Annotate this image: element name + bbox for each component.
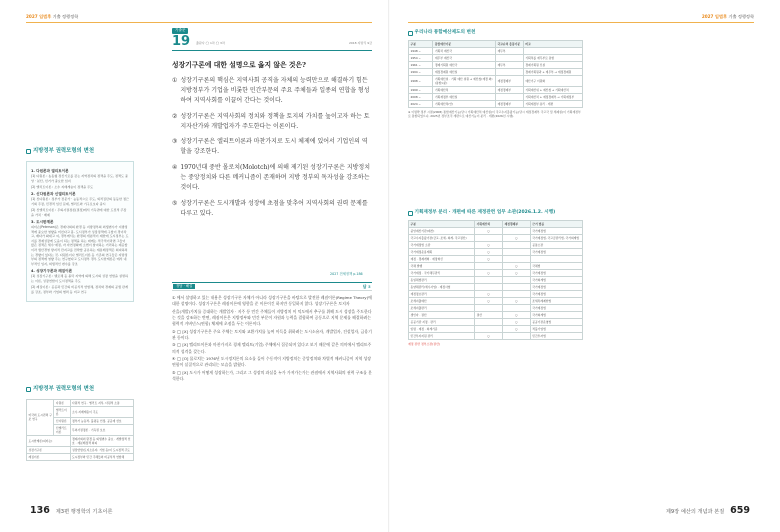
side-notes bbox=[26, 148, 134, 302]
column-header: 구분 bbox=[409, 40, 433, 47]
table-row bbox=[409, 75, 583, 86]
table-cell: 조세지출관리 bbox=[409, 305, 475, 312]
table-cell bbox=[475, 319, 503, 326]
option-number: ① bbox=[172, 76, 178, 84]
column-header: 재정경제부 bbox=[502, 220, 530, 227]
right-page bbox=[390, 0, 780, 532]
table-cell: 엘리트이론 bbox=[54, 406, 70, 417]
column-header: 근거 법률 bbox=[530, 220, 582, 227]
note-icon bbox=[408, 31, 413, 36]
table-row bbox=[409, 234, 583, 241]
left-footer-label: 제3편 행정학의 기초이론 bbox=[55, 509, 113, 516]
side-note-text: (1) 성장기구론 : 벨로체 등 몰락 지역에 의해 도시의 성장 연합을 설명하는 이론, 성장연합이 도시정책을 주도 bbox=[31, 273, 128, 283]
side-note-heading: 4. 성장기구론과 레짐이론 bbox=[31, 268, 73, 273]
table-cell: 국가재정법 소관 bbox=[409, 241, 475, 248]
side-note-text: (1) 신다원론 : 정부가 전문가 · 능동적으로 주도, 외적집단의 동등한 접근기회 주장, 민경적 입신 문제, 엘리트와 기구로보다 중시 bbox=[31, 197, 129, 206]
table-cell: 기획처 예산국 bbox=[433, 47, 496, 54]
table-cell bbox=[475, 277, 503, 284]
table-cell: 도시정부와 민간 주체들의 비공식적 연합체 bbox=[70, 454, 133, 461]
table-row bbox=[27, 454, 134, 461]
option-text: 성장기구론은 엘리트이론과 마찬가지로 도시 체제에 있어서 기업인의 역할을 강조한다. bbox=[180, 138, 368, 156]
table-row bbox=[409, 277, 583, 284]
side-note-text: (1) 다원론 : 농동형 정신기로를 갖는 지역정치의 정책을 주도, 정책도 중앙 · 분산, 선거가 중요한 입지 bbox=[31, 174, 128, 183]
table-cell: 예산기구 이원화 bbox=[523, 75, 582, 86]
section-title-text: 기획재정부 분리 · 개편에 따른 재정관련 업무 소관(2026.1.2. 시행) bbox=[414, 210, 556, 215]
table-cell: ○ bbox=[475, 291, 503, 298]
table-cell: ○ bbox=[475, 241, 503, 248]
column-header: 기획예산처 bbox=[475, 220, 503, 227]
table-cell bbox=[523, 47, 582, 54]
question-reference: 2027 전체정책 p.186 bbox=[330, 272, 363, 276]
budget-history-body bbox=[409, 47, 583, 107]
table-cell: 재정경제부 bbox=[495, 75, 523, 86]
right-page-number: 659 bbox=[730, 505, 750, 517]
table-cell: 2024 ~ bbox=[409, 101, 433, 108]
answer-label: 정답 · 해설 bbox=[173, 284, 195, 289]
table-cell: 경제기획원과 + 재무부 → 재정경제원 bbox=[523, 68, 582, 75]
left-running-head-accent: 2027 입법후 bbox=[26, 14, 52, 19]
table-row bbox=[409, 47, 583, 54]
question-meta bbox=[196, 41, 372, 45]
table-cell: 미국의 도시권력 구조 연구 bbox=[27, 399, 54, 435]
side-note-text: 피터슨(Peterson)은 경제사회의 환경 등 지방정부의 외생변수가 지방정책에 중요한 영향을 미친다고 봄. 도시정부가 성장정책에 구할이 경이라고, 배다가 확대고 여, 경부에서는 환경의 개념적이 제한에 도시정부는 도시를 경제성장에 도움이 되는 정책을 하는 데에는 적극적이라면 그들이 많은 정책은 세수·재정, 자 자연정화에 소엔이 참여하는 거리하는 제공할이라 생산경영 방지적 만지교를 전략할 공유하는 재분배정책은 회피하려는 경향이 있다는 것. 다원론이나 엘리트이론 등 기존의 연구들은 지방정부의 정책에 영향 주는 연구였다고 도시정부 경우 도시한계론은 에서 내부적인 입지, 외생적인 변수를 강조 bbox=[31, 224, 129, 267]
table-cell: 1999 ~ bbox=[409, 86, 433, 93]
table-cell: 소수 지배계층이 주도 bbox=[70, 406, 133, 417]
table-cell: 1948 ~ bbox=[409, 47, 433, 54]
table-cell: 경제사회의 환경 등 외생변수 중요 · 개발정책 선호 · 재분배정책 회피 bbox=[70, 436, 133, 447]
side-note-text: (2) 엘리트이론 : 소수 지배계층이 정책을 주도 bbox=[31, 185, 94, 190]
explanation-line: 산을(개발)가치를 증대하는 개발업자 · 지주 등 민간 주체들이 지방정치 이 익도에서 추구를 위해 도시 성장을 주도한다는 것을 강조하는 반면, 레짐이론은 지방정부와 민간 부문이 자원과 능력을 결합하여 공동으로 지역 문제를 해결하려는 협력적 거버넌스(연합) 체제에 초점을 두는 이론이다. bbox=[172, 308, 372, 327]
table-row bbox=[409, 269, 583, 276]
table-cell: 재정 · 경제개혁 · 재정혁신 bbox=[409, 255, 475, 262]
table-cell: 경제기획원 신설 bbox=[523, 61, 582, 68]
table-cell bbox=[495, 54, 523, 61]
explanation-line: ④ ◯ [O] 몰로치는 1976년 도시정치론의 요소를 들어 수동적이 지방정치는 중앙정치와 차별적 메커니즘이 지역 성장연합이 실질적으로 관리되는 모습을 밝혔다. bbox=[172, 355, 372, 368]
table-cell: 재무부 bbox=[495, 61, 523, 68]
table-cell: 국채 발행 bbox=[409, 262, 475, 269]
table-cell: 국가재정법 bbox=[530, 269, 582, 276]
table-cell bbox=[530, 255, 582, 262]
side-note-heading: 3. 도시한계론 bbox=[31, 219, 54, 224]
table-cell: 1961 ~ bbox=[409, 61, 433, 68]
column-header: 비고 bbox=[523, 40, 582, 47]
left-running-head-text: 기출 정행정학 bbox=[51, 14, 79, 19]
table-cell bbox=[475, 262, 503, 269]
table-cell: 생인자 · 결산 bbox=[409, 312, 475, 319]
table-cell: 1954 ~ bbox=[409, 54, 433, 61]
table-cell: 재정경제부 bbox=[495, 86, 523, 93]
table-cell: 기획재정부 분리 · 개편 bbox=[523, 101, 582, 108]
table-row bbox=[27, 436, 134, 447]
option-5[interactable] bbox=[172, 199, 372, 219]
right-running-head-accent: 2027 입법후 bbox=[701, 14, 728, 19]
table-cell: 적불기업법 bbox=[530, 326, 582, 333]
option-text: 성장기구론은 지역사회의 정치와 정책을 토지의 가치를 높이고자 하는 토지자산가와 개발업자가 주도한다는 이론이다. bbox=[180, 112, 370, 130]
column-header: 통합예산기준 bbox=[433, 40, 496, 47]
side-table bbox=[26, 386, 134, 461]
table-cell: ○ bbox=[502, 269, 530, 276]
table-cell bbox=[502, 305, 530, 312]
table-row bbox=[409, 61, 583, 68]
table-cell: 민간투자법 bbox=[530, 333, 582, 340]
table-cell bbox=[502, 277, 530, 284]
table-cell: 기획예산위 · 기획 예산 위원 → 예산청(재경 외)(통합)(분) bbox=[433, 75, 496, 86]
table-cell: ○ bbox=[475, 333, 503, 340]
side-notes-box bbox=[26, 161, 134, 303]
table-cell: 동양채관리(세수사업) · 재정사업 bbox=[409, 284, 475, 291]
table-cell: 중앙예산기관(예산) bbox=[409, 227, 475, 234]
table-row bbox=[409, 326, 583, 333]
right-footer bbox=[666, 504, 754, 518]
explanation bbox=[172, 295, 372, 383]
table-cell: 기획예산위 + 예산청 → 기획예산처 bbox=[523, 86, 582, 93]
table-row bbox=[409, 333, 583, 340]
table-cell: 재정경제원 예산실 bbox=[433, 68, 496, 75]
option-number: ⑤ bbox=[172, 199, 178, 207]
option-number: ④ bbox=[172, 163, 178, 171]
table-row bbox=[409, 312, 583, 319]
table-cell: 조세지출예산 bbox=[409, 298, 475, 305]
table-cell: 기획처를 재무부로 통합 bbox=[523, 54, 582, 61]
table-cell: 2008 ~ bbox=[409, 94, 433, 101]
table-cell bbox=[502, 284, 530, 291]
table-cell: 국가재정법 bbox=[530, 248, 582, 255]
table-cell: 동일채법관리 bbox=[409, 277, 475, 284]
table-cell: ○ bbox=[502, 319, 530, 326]
table-cell bbox=[502, 291, 530, 298]
question-block bbox=[172, 27, 372, 219]
table-cell: 정부가 능동적, 불평등 인정, 공공재 선호 bbox=[70, 417, 133, 424]
left-footer bbox=[26, 504, 112, 518]
table-row bbox=[409, 319, 583, 326]
table-cell: 공통소관 bbox=[530, 241, 582, 248]
table-cell bbox=[495, 94, 523, 101]
table-cell: 무의사결정론 · 기득권 보호 bbox=[70, 425, 133, 436]
left-header-rule bbox=[26, 22, 372, 23]
budget-history-section bbox=[408, 30, 583, 119]
table-cell: 경제기획원 예산국 bbox=[433, 61, 496, 68]
answer-value: 답 ① bbox=[362, 283, 371, 289]
note-icon bbox=[26, 387, 31, 392]
table-cell: 국고수지총괄기관(금고, 조세, 회계, 국고결산) bbox=[409, 234, 475, 241]
side-note-text: (2) 레짐이론 : 공공과 민간의 비공식적 연합체, 정치와 경제의 공생 관계를 강조, 정부와 기업의 협력 등 비교 연구 bbox=[31, 285, 128, 294]
table-cell: ○ bbox=[475, 269, 503, 276]
table-cell: 국가회계법 bbox=[530, 277, 582, 284]
side-note-text: (2) 신엘리트이론 : 무의사결정론(결정)에서 기득권에 대한 도전적 주장을 가치 · 배제 bbox=[31, 208, 127, 218]
column-header: 구분 bbox=[409, 220, 475, 227]
table-cell: 성장연합(토지소유자, 기업 등)이 도시정책 주도 bbox=[70, 447, 133, 454]
table-cell: 기획예산처(안) bbox=[433, 101, 496, 108]
table-cell: ○ bbox=[475, 248, 503, 255]
ministry-split-table bbox=[408, 220, 583, 341]
table-row bbox=[409, 262, 583, 269]
table-cell: 국가재정법 bbox=[530, 284, 582, 291]
table-row bbox=[409, 54, 583, 61]
budget-history-table bbox=[408, 40, 583, 108]
table-cell: 국가재정운용계획 bbox=[409, 248, 475, 255]
table-cell: 기획예산처 + 재정경제부 → 기획재정부 bbox=[523, 94, 582, 101]
table-cell: 성장기구론 bbox=[27, 447, 71, 454]
right-running-head bbox=[702, 14, 754, 20]
explanation-line: ③ ◯ [X] 엘리트이론과 마찬가지로 경제 엘리트(기업) 주체에서 집중되며 있다고 보기 때문에 같은 의미에서 엘리트주의적 성격을 갖는다. bbox=[172, 342, 372, 354]
table-cell: 재무부 예산국 bbox=[433, 54, 496, 61]
table-cell: 임명 · 재정 · 회계기준 bbox=[409, 326, 475, 333]
table-cell: 결산 bbox=[475, 312, 503, 319]
table-cell: 국가재정법 bbox=[530, 305, 582, 312]
table-row bbox=[409, 248, 583, 255]
table-cell: 민간투자지원 관리 bbox=[409, 333, 475, 340]
explanation-line: ① 에서 설명하고 있는 내용은 성장기구론 자체가 아니라 성장기구론을 바탕으로 발전한 레짐이론(Regime Theory)에 대한 설명이다. 성장기구론은 레짐이론에 영향을 준 이론이긴 하지만 동일하지 않다. 성장기구론은 토지자 bbox=[172, 295, 372, 307]
table-cell: 국가재정법, 국고금관리법, 국가회계법 bbox=[530, 234, 582, 241]
table-cell: 신다원론 bbox=[54, 417, 70, 424]
red-annotation: 재정 관련 정부소관(결산) bbox=[408, 342, 441, 347]
table-cell: 재무부 bbox=[495, 47, 523, 54]
side-note-heading: 1. 다원론과 엘리트이론 bbox=[31, 168, 69, 173]
table-cell: ○ bbox=[502, 234, 530, 241]
table-cell: 레짐이론 bbox=[27, 454, 71, 461]
option-text: 1970년대 중반 몰로치(Molotch)에 의해 제기된 성장기구론은 지방정치는 중앙정치와 다른 메커니즘이 존재하며 지방 정부의 독자성을 강조하는 것이다. bbox=[180, 163, 371, 192]
question-stem: 성장기구론에 대한 설명으로 옳지 않은 것은? bbox=[172, 60, 306, 69]
table-cell bbox=[502, 248, 530, 255]
table-cell: 도시한계론(피터슨) bbox=[27, 436, 71, 447]
table-cell: 재정정보관리 bbox=[409, 291, 475, 298]
table-cell bbox=[502, 241, 530, 248]
table-cell: 국가회계법 bbox=[530, 312, 582, 319]
table-cell: ○ bbox=[475, 227, 503, 234]
question-meta-left: 출판사 ◯ 1차 ◯ 3차 bbox=[196, 41, 225, 45]
table-cell bbox=[502, 227, 530, 234]
power-model-table bbox=[26, 399, 134, 461]
table-cell bbox=[495, 68, 523, 75]
table-cell: ○ bbox=[502, 262, 530, 269]
option-3[interactable] bbox=[172, 137, 372, 157]
section-note: ※ 이명박 정부 시절(2008) 통합예산기능(당시 기획예산처 예산실)이 국고수지총괄기능(당시 재정경제부 국고국 및 세제실)이 기획재정부로 통합되었으나, 2025년 정부조직 개편으로 예산기능이 분리 · 개편(2026년 시행). bbox=[408, 110, 581, 119]
side-notes-title-text: 지방정부 권력모형의 변천 bbox=[33, 148, 95, 154]
table-cell: 조세특례제한법 bbox=[530, 298, 582, 305]
side-table-title-text: 지방정부 권력모형의 변천 bbox=[33, 386, 95, 392]
table-cell: ○ bbox=[502, 312, 530, 319]
table-cell bbox=[475, 234, 503, 241]
table-header-row bbox=[409, 40, 583, 47]
table-cell: ○ bbox=[502, 298, 530, 305]
side-table-title bbox=[26, 386, 134, 394]
question-tag: 기출문 bbox=[172, 28, 188, 34]
table-row bbox=[409, 305, 583, 312]
table-row bbox=[409, 94, 583, 101]
table-row bbox=[27, 399, 134, 406]
explanation-line: ⑤ ◯ [X] 도시가 어떻게 성장하는가, 그리고 그 성장의 과실을 누가 가져가는가는 관점에서 지역사회의 권력 구조를 분석한다. bbox=[172, 369, 372, 381]
option-number: ② bbox=[172, 112, 178, 120]
table-row bbox=[27, 447, 134, 454]
ministry-split-body bbox=[409, 227, 583, 340]
question-source: 2018 지방직 9급 bbox=[348, 41, 372, 45]
table-row bbox=[409, 68, 583, 75]
table-cell: 다원론 bbox=[54, 399, 70, 406]
section-title bbox=[408, 30, 583, 37]
section-title-text: 우리나라 통합예산제도의 변천 bbox=[414, 30, 476, 35]
table-cell bbox=[502, 333, 530, 340]
table-row bbox=[409, 86, 583, 93]
section-title bbox=[408, 210, 583, 217]
table-cell: 기획예산처 bbox=[433, 86, 496, 93]
left-running-head bbox=[26, 14, 78, 20]
table-cell bbox=[502, 255, 530, 262]
table-cell: 신엘리트이론 bbox=[54, 425, 70, 436]
table-cell: ○ bbox=[475, 255, 503, 262]
table-cell: 재정경제부 bbox=[495, 101, 523, 108]
note-icon bbox=[408, 211, 413, 216]
column-header: 국고순의 총통기준 bbox=[495, 40, 523, 47]
right-running-head-text: 기출 정행정학 bbox=[727, 14, 754, 19]
table-row bbox=[409, 101, 583, 108]
option-1[interactable] bbox=[172, 76, 372, 106]
table-cell bbox=[475, 284, 503, 291]
table-cell: 다원적 연구 · 엘리트 지식, 다원적 소통 bbox=[70, 399, 133, 406]
table-cell bbox=[475, 326, 503, 333]
side-notes-title bbox=[26, 148, 134, 156]
table-cell: 1994 ~ bbox=[409, 68, 433, 75]
question-rule bbox=[172, 50, 372, 51]
table-cell: 국가재정법 bbox=[530, 291, 582, 298]
side-note-heading: 2. 신다원론과 신엘리트이론 bbox=[31, 191, 76, 196]
explanation-line: ② ◯ [X] 성장기구론은 주요 주체는 토지와 교환가치를 높여 이득을 취하려는 도시소유자, 개발업자, 건설업자, 금융기관 등이다. bbox=[172, 328, 372, 340]
table-cell: ○ bbox=[475, 298, 503, 305]
table-cell: 국가재정 · 국가채무관리 bbox=[409, 269, 475, 276]
question-number: 19 bbox=[172, 33, 191, 49]
option-text: 성장기구론의 핵심은 지역사회 공직을 자체의 능력만으로 해결하기 힘든 지방정부가 기업을 비롯한 민간부문의 주요 주체들과 일종의 연합을 형성하여 지역사회를 이끌어 간다는 것이다. bbox=[180, 76, 370, 104]
table-row bbox=[409, 227, 583, 234]
ministry-split-section bbox=[408, 210, 583, 347]
table-row bbox=[409, 255, 583, 262]
table-row bbox=[409, 298, 583, 305]
right-footer-label: 제9장 예산의 개념과 본질 bbox=[665, 509, 725, 516]
table-cell bbox=[475, 305, 503, 312]
table-cell: 국가재정법 bbox=[530, 227, 582, 234]
table-header-row bbox=[409, 220, 583, 227]
option-2[interactable] bbox=[172, 112, 372, 132]
option-4[interactable] bbox=[172, 163, 372, 193]
table-cell: 1998 ~ bbox=[409, 75, 433, 86]
table-cell: ○ bbox=[502, 326, 530, 333]
table-cell: 공공기관운영법 bbox=[530, 319, 582, 326]
table-cell: 기획재정부 예산실 bbox=[433, 94, 496, 101]
left-page-number: 136 bbox=[30, 505, 50, 517]
note-icon bbox=[26, 149, 31, 154]
option-number: ③ bbox=[172, 138, 178, 146]
right-header-rule bbox=[408, 22, 754, 23]
table-row bbox=[409, 291, 583, 298]
table-row bbox=[409, 241, 583, 248]
table-row bbox=[409, 284, 583, 291]
table-cell: 국채법 bbox=[530, 262, 582, 269]
answer-bar bbox=[172, 282, 372, 291]
table-cell: 공공기관 지정 · 관리 bbox=[409, 319, 475, 326]
option-text: 성장기구론은 도시개발과 성장에 초점을 맞추어 지역사회의 권력 문제를 다루고 있다. bbox=[180, 199, 368, 217]
